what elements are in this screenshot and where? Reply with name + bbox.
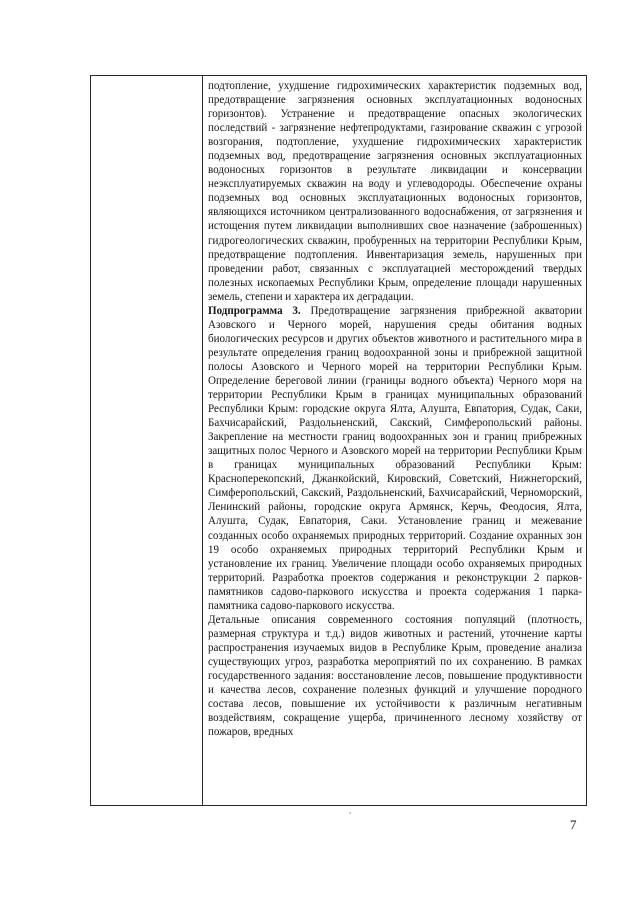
subprogram-label: Подпрограмма 3. xyxy=(208,304,301,317)
subprogram-text: Предотвращение загрязнения прибрежной акватории Азовского и Черного морей, нарушения среды обитания водных биологических ресурсов и других объектов животного и растительного мира в результате определения границ водоохранной зоны и прибрежной защитной полосы Азовского и Черного морей на территории Республики Крым. Определение береговой линии (границы водного объекта) Черного моря на территории Республики Крым в границах муниципальных образований Республики Крым: городские округа Ялта, Алушта, Евпатория, Судак, Саки, Бахчисарайский, Раздольненский, Сакский, Симферопольский районы. Закрепление на местности границ водоохранных зон и границ прибрежных защитных полос Черного и Азовского морей на территории Республики Крым в границах муниципальных образований Республики Крым: Красноперекопский, Джанкойский, Кировский, Советский, Нижнегорский, Симферопольский, Сакский, Раздольненский, Бахчисарайский, Черноморский, Ленинский районы, городские округа Армянск, Керчь, Феодосия, Ялта, Алушта, Судак, Евпатория, Саки. Установление границ и межевание созданных особо охраняемых природных территорий. Создание охранных зон 19 особо охраняемых природных территорий Республики Крым и установление их границ. Увеличение площади особо охраняемых природных территорий. Разработка проектов содержания и реконструкции 2 парков-памятников садово-паркового искусства и проекта содержания 1 парка-памятника садово-паркового искусства. xyxy=(208,304,582,612)
paragraph-subprogram-3 xyxy=(208,304,582,613)
description-cell xyxy=(208,79,582,739)
paragraph-groundwater: подтопление, ухудшение гидрохимических характеристик подземных вод, предотвращение загрязнения основных эксплуатационных водоносных горизонтов). Устранение и предотвращение опасных экологических последствий - загрязнение нефтепродуктами, газирование скважин с угрозой возгорания, подтопление, ухудшение гидрохимических характеристик подземных вод, предотвращение загрязнения основных эксплуатационных водоносных горизонтов в результате ликвидации и консервации неэксплуатируемых скважин на воду и углеводороды. Обеспечение охраны подземных вод основных эксплуатационных водоносных горизонтов, являющихся источником централизованного водоснабжения, от загрязнения и истощения путем ликвидации выполнивших свое назначение (заброшенных) гидрогеологических скважин, пробуренных на территории Республики Крым, предотвращение подтопления. Инвентаризация земель, нарушенных при проведении работ, связанных с эксплуатацией месторождений твердых полезных ископаемых Республики Крым, определение площади нарушенных земель, степени и характера их деградации. xyxy=(208,80,582,303)
scan-speck xyxy=(349,812,351,814)
paragraph-species: Детальные описания современного состояния популяций (плотность, размерная структура и т.д.) видов животных и растений, уточнение карты распространения изучаемых видов в Республике Крым, проведение анализа существующих угроз, разработка мероприятий по их сохранению. В рамках государственного задания: восстановление лесов, повышение продуктивности и качества лесов, сохранение полезных функций и улучшение породного состава лесов, повышение их устойчивости к различным негативным воздействиям, сокращение ущерба, причиненного лесному хозяйству от пожаров, вредных xyxy=(208,613,582,739)
page-number: 7 xyxy=(570,817,577,832)
program-table xyxy=(90,75,587,806)
column-divider xyxy=(202,76,203,805)
